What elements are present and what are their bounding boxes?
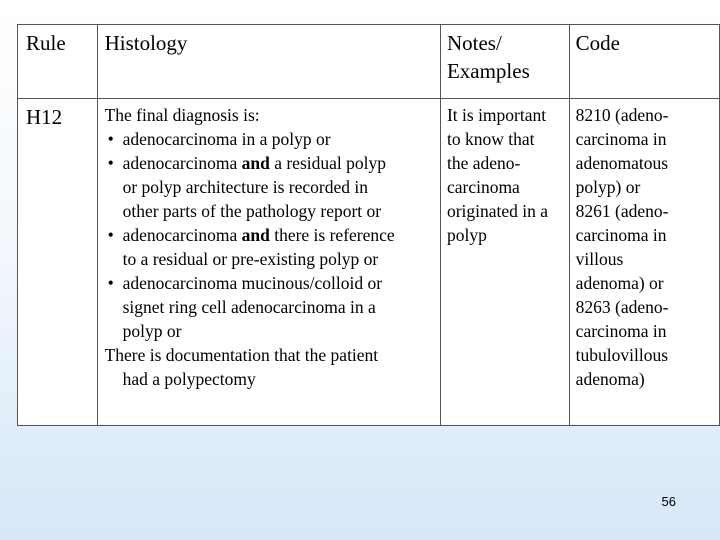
header-code: Code: [569, 25, 719, 99]
histology-bullet-4: [105, 271, 440, 295]
table-row: [18, 99, 720, 426]
code-line: adenoma): [575, 369, 645, 389]
bullet-3-line-2: to a residual or pre-existing polyp or: [122, 249, 379, 269]
header-histology: Histology: [97, 25, 440, 99]
bullet-3-emphasis: and: [241, 225, 270, 245]
code-cell: [569, 99, 719, 426]
notes-line: originated in a: [446, 201, 549, 221]
code-line: carcinoma in: [575, 129, 667, 149]
bullet-2-text-post: a residual polyp: [269, 153, 386, 173]
code-line: tubulovillous: [575, 345, 669, 365]
header-row: [18, 25, 720, 99]
histology-closing-line-2: had a polypectomy: [122, 369, 256, 389]
code-line: 8263 (adeno-: [575, 297, 669, 317]
header-notes-line2: Examples: [446, 59, 530, 83]
rule-cell: [18, 99, 98, 426]
header-notes-line1: Notes/: [446, 31, 502, 55]
rules-table: [17, 24, 720, 426]
bullet-4-line-3: polyp or: [122, 321, 182, 341]
histology-bullet-2: [105, 151, 440, 175]
code-line: carcinoma in: [575, 225, 667, 245]
notes-line: carcinoma: [446, 177, 520, 197]
histology-cell: [97, 99, 440, 426]
code-line: 8210 (adeno-: [575, 105, 669, 125]
header-notes: [440, 25, 569, 99]
bullet-2-text-pre: adenocarcinoma: [122, 153, 242, 173]
bullet-4-line-2: signet ring cell adenocarcinoma in a: [122, 297, 376, 317]
bullet-1-text: adenocarcinoma in a polyp or: [122, 129, 331, 149]
code-line: adenoma) or: [575, 273, 664, 293]
code-line: 8261 (adeno-: [575, 201, 669, 221]
bullet-3-text-pre: adenocarcinoma: [122, 225, 242, 245]
histology-bullet-1: [105, 127, 440, 151]
bullet-2-line-2: or polyp architecture is recorded in: [122, 177, 368, 197]
notes-cell: [440, 99, 569, 426]
bullet-marker: •: [107, 129, 114, 149]
bullet-marker: •: [107, 153, 114, 173]
header-rule: Rule: [18, 25, 98, 99]
histology-intro: The final diagnosis is:: [104, 105, 260, 125]
code-line: villous: [575, 249, 624, 269]
notes-line: polyp: [446, 225, 487, 245]
bullet-marker: •: [107, 273, 114, 293]
notes-line: the adeno-: [446, 153, 521, 173]
bullet-2-emphasis: and: [241, 153, 270, 173]
histology-bullet-3: [105, 223, 440, 247]
bullet-2-line-3: other parts of the pathology report or: [122, 201, 382, 221]
code-line: adenomatous: [575, 153, 669, 173]
code-line: polyp) or: [575, 177, 641, 197]
notes-line: to know that: [446, 129, 535, 149]
bullet-3-text-post: there is reference: [269, 225, 395, 245]
code-line: carcinoma in: [575, 321, 667, 341]
notes-line: It is important: [446, 105, 547, 125]
histology-closing-line-1: There is documentation that the patient: [104, 345, 379, 365]
bullet-marker: •: [107, 225, 114, 245]
rule-id: H12: [26, 105, 63, 129]
bullet-4-text: adenocarcinoma mucinous/colloid or: [122, 273, 383, 293]
page-number: 56: [661, 494, 676, 509]
